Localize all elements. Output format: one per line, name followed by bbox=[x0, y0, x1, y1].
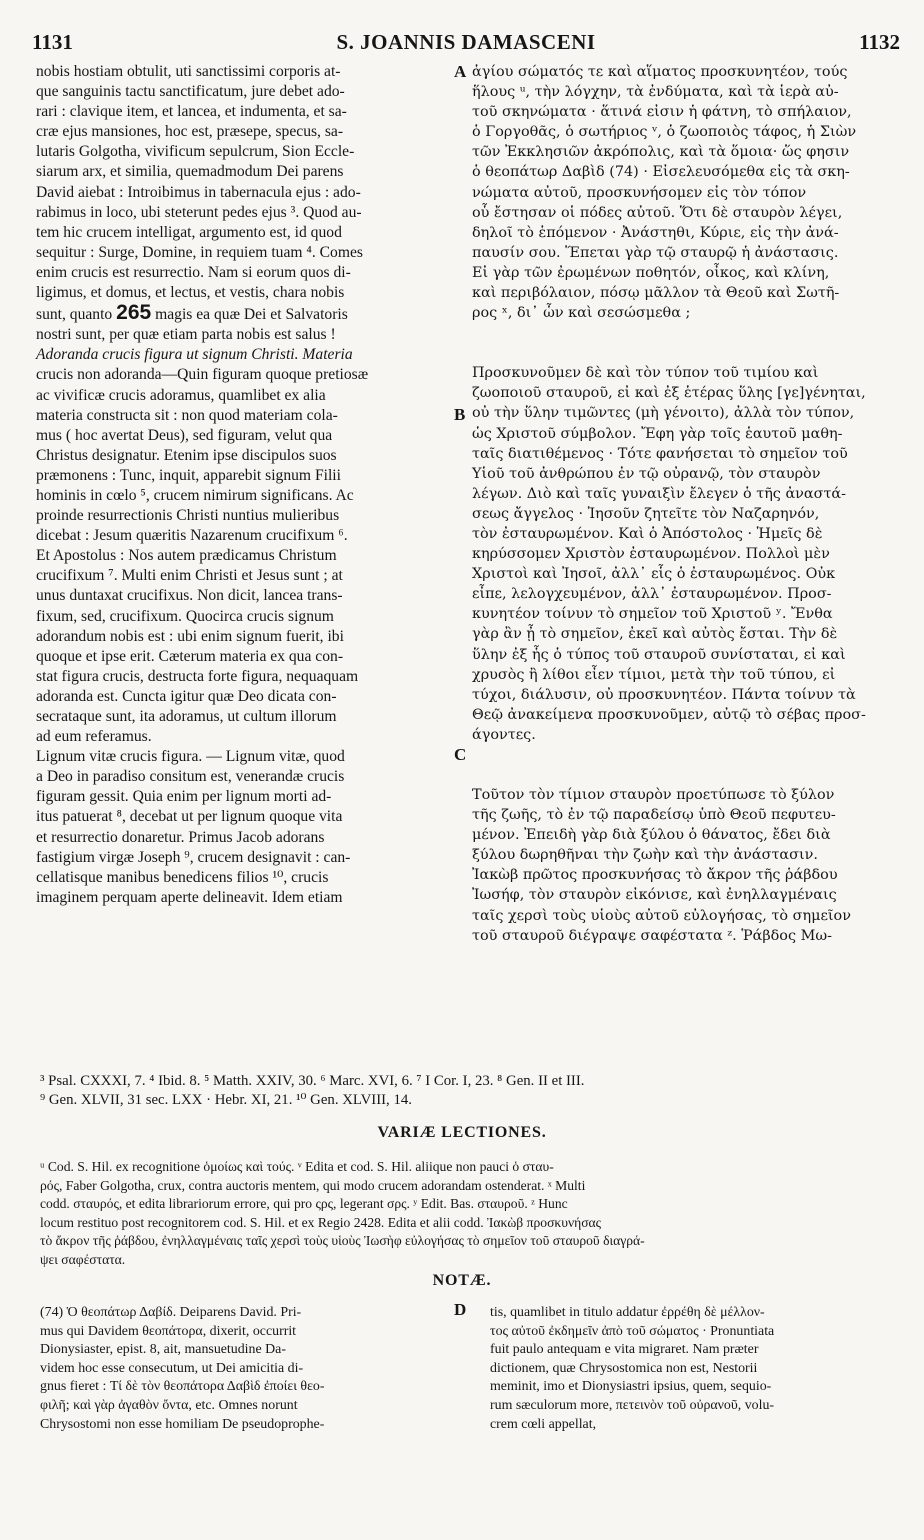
margin-letter-a: A bbox=[454, 62, 467, 81]
text-line: rari : clavique item, et lancea, et indumenta, et sa- bbox=[36, 103, 347, 121]
text-line: unus duntaxat crucifixus. Non dicit, lancea trans- bbox=[36, 587, 343, 605]
variae-lectiones bbox=[40, 1158, 894, 1269]
text-line: κυνητέον τοίνυν τὸ σημεῖον τοῦ Χριστοῦ ʸ. Ἔνθα bbox=[472, 606, 833, 623]
text-line: Προσκυνοῦμεν δὲ καὶ τὸν τύπον τοῦ τιμίου καὶ bbox=[472, 365, 819, 382]
note-line: τος αὐτοῦ ἐκδημεῖν ἀπὸ τοῦ σώματος · Pronuntiata bbox=[490, 1323, 775, 1339]
text-line: τὸν ἐσταυρωμένον. Καὶ ὁ Ἀπόστολος · Ἡμεῖς δὲ bbox=[472, 525, 823, 542]
note-line: (74) Ὁ θεοπάτωρ Δαβίδ. Deiparens David. Pri- bbox=[40, 1305, 302, 1320]
text-line: proinde resurrectionis Christi nuntius mulieribus bbox=[36, 507, 340, 525]
text-line: rabimus in loco, ubi steterunt pedes ejus ³. Quod au- bbox=[36, 203, 362, 221]
text-line: crucifixum ⁷. Multi enim Christi et Jesus sunt ; at bbox=[36, 567, 343, 585]
text-line: σεως ἄγγελος · Ἰησοῦν ζητεῖτε τὸν Ναζαρηνόν, bbox=[472, 505, 820, 522]
column-number-265: 265 bbox=[116, 301, 152, 325]
text-line: Et Apostolus : Nos autem prædicamus Christum bbox=[36, 547, 337, 565]
greek-column bbox=[472, 62, 886, 946]
variant-line: τὸ ἄκρον τῆς ῥάβδου, ἐνηλλαγμέναις ταῖς χερσὶ τοὺς υἱοὺς Ἰωσὴφ εὐλογήσας τὸ σημεῖον τοῦ σταυροῦ διαγρά- bbox=[40, 1233, 645, 1248]
text-line: tem hic crucem intelligat, argumento est, id quod bbox=[36, 223, 342, 241]
text-line: κηρύσσομεν Χριστὸν ἐσταυρωμένον. Πολλοὶ μὲν bbox=[472, 546, 830, 563]
text-line: ὡς Χριστοῦ σύμβολον. Ἔφη γὰρ τοῖς ἑαυτοῦ μαθη- bbox=[472, 425, 843, 442]
note-line: mus qui Davidem θεοπάτορα, dixerit, occurrit bbox=[40, 1323, 297, 1339]
text-line: γὰρ ἂν ᾖ τὸ σημεῖον, ἐκεῖ καὶ αὐτὸς ἔσται. Τὴν δὲ bbox=[472, 626, 838, 643]
text-line: sequitur : Surge, Domine, in requiem tuam ⁴. Comes bbox=[36, 243, 363, 261]
paragraph-gap bbox=[472, 745, 886, 785]
text-line: Christus designatur. Etenim ipse discipulos suos bbox=[36, 446, 337, 464]
text-line: Χριστοὶ καὶ Ἰησοῖ, ἀλλ᾿ εἷς ὁ ἐσταυρωμένος. Οὐκ bbox=[472, 566, 836, 583]
text-line: præmonens : Tunc, inquit, apparebit signum Filii bbox=[36, 466, 341, 484]
text-line: stat figura crucis, destructa forte figura, nequaquam bbox=[36, 667, 359, 685]
footnotes bbox=[40, 1072, 894, 1110]
text-line: τῆς ζωῆς, τὸ ἐν τῷ παραδείσῳ ὑπὸ Θεοῦ πεφυτευ- bbox=[472, 807, 836, 824]
variant-line: locum restituo post recognitorem cod. S. Hil. et ex Regio 2428. Edita et alii codd. Ἰακὼβ προσκυνήσας bbox=[40, 1214, 602, 1230]
note-line: Dionysiaster, epist. 8, ait, mansuetudine Da- bbox=[40, 1342, 286, 1358]
margin-letter-c: C bbox=[454, 745, 467, 764]
text-line: παυσίν σου. Ἕπεται γὰρ τῷ σταυρῷ ἡ ἀνάστασις. bbox=[472, 244, 839, 261]
text-line: ξύλου δωρηθῆναι τὴν ζωὴν καὶ τὴν ἀνάστασιν. bbox=[472, 847, 818, 864]
text-line: Υἱοῦ τοῦ ἀνθρώπου ἐν τῷ οὐρανῷ, τὸν σταυρὸν bbox=[472, 465, 821, 482]
section-heading: Adoranda crucis figura ut signum Christi. Materia bbox=[36, 346, 353, 364]
text-line: Εἰ γὰρ τῶν ἐρωμένων ποθητόν, οἶκος, καὶ κλίνη, bbox=[472, 264, 830, 281]
note-line: videm hoc esse consecutum, ut Dei amicitia di- bbox=[40, 1360, 304, 1376]
text-line: χρυσὸς ἢ λίθοι εἶεν τίμιοι, μετὰ τὴν τοῦ τύπου, εἰ bbox=[472, 666, 836, 683]
text-line: cellatisque manibus benedicens filios ¹⁰, crucis bbox=[36, 868, 329, 886]
text-line: μένον. Ἐπειδὴ γὰρ διὰ ξύλου ὁ θάνατος, ἔδει διὰ bbox=[472, 827, 831, 844]
note-line: fuit paulo antequam e vita migraret. Nam præter bbox=[490, 1342, 759, 1358]
text-line: καὶ περιβόλαιον, πόσῳ μᾶλλον τὰ Θεοῦ καὶ Σωτῆ- bbox=[472, 285, 840, 302]
text-line: τῶν Ἐκκλησιῶν ἀκρόπολις, καὶ τὰ ὅμοια· ὥς φησιν bbox=[472, 144, 850, 161]
text-line: materia constructa sit : non quod materiam cola- bbox=[36, 406, 338, 424]
margin-letter-b: B bbox=[454, 405, 466, 424]
text-line: άγοντες. bbox=[472, 726, 536, 743]
text-line: τύχοι, διάλυσιν, οὐ προσκυνητέον. Πάντα τοίνυν τὰ bbox=[472, 686, 856, 703]
text-line: δηλοῖ τὸ ἑπόμενον · Ἀνάστηθι, Κύριε, εἰς τὴν ἀνά- bbox=[472, 224, 839, 241]
text-line: Θεῷ ἀνακείμενα προσκυνοῦμεν, αὐτῷ τὸ σέβας προσ- bbox=[472, 706, 866, 723]
note-line: meminit, imo et Dionysiastri ipsius, quem, sequio- bbox=[490, 1379, 772, 1395]
running-header bbox=[32, 30, 900, 62]
text-line: ρος ˣ, δι᾿ ὧν καὶ σεσώσμεθα ; bbox=[472, 305, 691, 322]
note-line: rum sæculorum more, πετεινὸν τοῦ οὐρανοῦ, volu- bbox=[490, 1397, 775, 1413]
text-line: sunt, quanto 265 magis ea quæ Dei et Salvatoris bbox=[36, 301, 348, 325]
footnote-line: ⁹ Gen. XLVII, 31 sec. LXX · Hebr. XI, 21. ¹⁰ Gen. XLVIII, 14. bbox=[40, 1092, 412, 1108]
note-line: dictionem, quæ Chrysostomica non est, Nestorii bbox=[490, 1360, 758, 1376]
latin-column bbox=[36, 62, 459, 908]
text-line: imaginem perquam aperte delineavit. Idem etiam bbox=[36, 888, 343, 906]
variant-line: ᵘ Cod. S. Hil. ex recognitione ὁμοίως καὶ τούς. ᵛ Edita et cod. S. Hil. aliique non pauci ὁ σταυ- bbox=[40, 1159, 554, 1174]
text-line: crucis non adoranda—Quin figuram quoque pretiosæ bbox=[36, 366, 369, 384]
note-line: Chrysostomi non esse homiliam De pseudoprophe- bbox=[40, 1416, 325, 1432]
text-line: ad eum referamus. bbox=[36, 728, 152, 746]
text-line: quoque et ipse erit. Cæterum materia ex qua con- bbox=[36, 647, 344, 665]
text-line: Ἰακὼβ πρῶτος προσκυνήσας τὸ ἄκρον τῆς ῥάβδου bbox=[472, 867, 838, 884]
page-number-right: 1132 bbox=[859, 30, 900, 54]
text-line: David aiebat : Introibimus in tabernacula ejus : ado- bbox=[36, 183, 361, 201]
text-line: figuram gessit. Quia enim per lignum morti ad- bbox=[36, 788, 332, 806]
text-line: nobis hostiam obtulit, uti sanctissimi corporis at- bbox=[36, 63, 341, 80]
footnote-line: ³ Psal. CXXXI, 7. ⁴ Ibid. 8. ⁵ Matth. XXIV, 30. ⁶ Marc. XVI, 6. ⁷ I Cor. I, 23. ⁸ Gen. II et III. bbox=[40, 1073, 585, 1089]
text-line: ὕλην ἐξ ἧς ὁ τύπος τοῦ σταυροῦ συνίσταται, εἰ καὶ bbox=[472, 646, 846, 663]
notae-right-column bbox=[490, 1304, 892, 1434]
text-line: dicebat : Jesum quæritis Nazarenum crucifixum ⁶. bbox=[36, 527, 348, 545]
note-line: φιλῆ; καὶ γὰρ ἀγαθὸν ὄντα, etc. Omnes norunt bbox=[40, 1397, 298, 1413]
text-line: et resurrectio donaretur. Primus Jacob adorans bbox=[36, 828, 325, 846]
text-line: τοῦ σταυροῦ διέγραψε σαφέστατα ᶻ. Ῥάβδος Μω- bbox=[472, 927, 832, 944]
text-line: Ἰωσήφ, τὸν σταυρὸν εἰκόνισε, καὶ ἐνηλλαγμέναις bbox=[472, 887, 837, 904]
text-line: enim crucis est resurrectio. Nam si eorum quos di- bbox=[36, 263, 351, 281]
text-line: que sanguinis tactu sanctificatum, jure debet ado- bbox=[36, 83, 345, 101]
text-line: εἶπε, λελογχευμένον, ἀλλ᾿ ἐσταυρωμένον. Προσ- bbox=[472, 586, 832, 603]
note-line: crem cœli appellat, bbox=[490, 1416, 597, 1432]
text-line: mus ( hoc avertat Deus), sed figuram, velut qua bbox=[36, 426, 333, 444]
note-line: tis, quamlibet in titulo addatur ἐρρέθη δὲ μέλλον- bbox=[490, 1305, 765, 1320]
text-line: ὁ Γοργοθᾶς, ὁ σωτήριος ᵛ, ὁ ζωοποιὸς τάφος, ἡ Σιὼν bbox=[472, 124, 857, 141]
page-number-left: 1131 bbox=[32, 30, 73, 54]
text-line: νώματα αὐτοῦ, προσκυνήσομεν εἰς τὸν τόπον bbox=[472, 184, 807, 201]
text-line: ταῖς χερσὶ τοὺς υἱοὺς αὐτοῦ εὐλογήσας, τὸ σημεῖον bbox=[472, 907, 851, 924]
paragraph-gap bbox=[472, 323, 886, 363]
variae-lectiones-title: VARIÆ LECTIONES. bbox=[377, 1124, 547, 1141]
text-line: fastigium virgæ Joseph ⁹, crucem designavit : can- bbox=[36, 848, 351, 866]
text-line: τοῦ σκηνώματα · ἅτινά εἰσιν ἡ φάτνη, τὸ σπήλαιον, bbox=[472, 104, 852, 121]
section-heading: Lignum vitæ crucis figura. — Lignum vitæ, quod bbox=[36, 748, 345, 766]
text-line: οὐ τὴν ὕλην τιμῶντες (μὴ γένοιτο), ἀλλὰ τὸν τύπον, bbox=[472, 405, 855, 422]
text-line: cræ ejus mansiones, hoc est, præsepe, specus, sa- bbox=[36, 123, 344, 141]
text-line: hominis in cœlo ⁵, crucem nimirum significans. Ac bbox=[36, 486, 354, 504]
text-line: λέγων. Διὸ καὶ ταῖς γυναιξὶν ἔλεγεν ὁ τῆς ἀναστά- bbox=[472, 485, 846, 502]
variant-line: ρός, Faber Golgotha, crux, contra auctoris mentem, qui modo crucem adorandam ostenderat. ˣ Multi bbox=[40, 1177, 586, 1193]
text-line: fixum, sed, crucifixum. Quocirca crucis signum bbox=[36, 607, 334, 625]
running-title: S. JOANNIS DAMASCENI bbox=[336, 30, 596, 54]
text-line: ἁγίου σώματός τε καὶ αἵματος προσκυνητέον, τούς bbox=[472, 64, 848, 80]
text-line: a Deo in paradiso consitum est, venerandæ crucis bbox=[36, 768, 345, 786]
note-line: gnus fieret : Τί δὲ τὸν θεοπάτορα Δαβὶδ ἐποίει θεο- bbox=[40, 1379, 325, 1395]
text-line: ligimus, et domus, et lectus, et vestis, chara nobis bbox=[36, 284, 345, 302]
text-line: οὗ ἔστησαν οἱ πόδες αὐτοῦ. Ὅτι δὲ σταυρὸν λέγει, bbox=[472, 204, 843, 221]
text-line: ac vivificæ crucis adoramus, quamlibet ex alia bbox=[36, 386, 326, 404]
text-line: ταῖς διατιθέμενος · Τότε φανήσεται τὸ σημεῖον τοῦ bbox=[472, 445, 848, 462]
text-line: adoranda est. Cuncta igitur quæ Deo dicata con- bbox=[36, 687, 337, 705]
margin-letter-d: D bbox=[454, 1300, 467, 1319]
notae-left-column bbox=[40, 1304, 452, 1434]
text-line: adorandum nobis est : ubi enim signum fuerit, ibi bbox=[36, 627, 344, 645]
variant-line: codd. σταυρός, et edita librariorum errore, qui pro ςρς, legerant σρς. ʸ Edit. Bas. σταυροῦ. ᶻ Hunc bbox=[40, 1196, 568, 1211]
text-line: ζωοποιοῦ σταυροῦ, εἰ καὶ ἐξ ἑτέρας ὕλης [γε]γένηται, bbox=[472, 385, 866, 402]
notae-title: NOTÆ. bbox=[432, 1272, 492, 1289]
text-line: lutaris Golgotha, vivificum sepulcrum, Sion Eccle- bbox=[36, 143, 355, 161]
text-line: ἥλους ᵘ, τὴν λόγχην, τὰ ἐνδύματα, καὶ τὰ ἱερὰ αὐ- bbox=[472, 84, 839, 101]
text-line: nostri sunt, per quæ etiam parta nobis est salus ! bbox=[36, 326, 336, 344]
text-line: Τοῦτον τὸν τίμιον σταυρὸν προετύπωσε τὸ ξύλον bbox=[472, 787, 835, 803]
text-line: secrataque sunt, ita adoramus, ut cultum illorum bbox=[36, 708, 337, 725]
text-line: siarum arx, et similia, quemadmodum Dei parens bbox=[36, 163, 344, 181]
text-line: ὁ θεοπάτωρ Δαβὶδ (74) · Εἰσελευσόμεθα εἰς τὰ σκη- bbox=[472, 164, 850, 181]
text-line: itus patuerat ⁸, decebat ut per lignum quoque vita bbox=[36, 808, 343, 826]
variant-line: ψει σαφέστατα. bbox=[40, 1251, 126, 1267]
